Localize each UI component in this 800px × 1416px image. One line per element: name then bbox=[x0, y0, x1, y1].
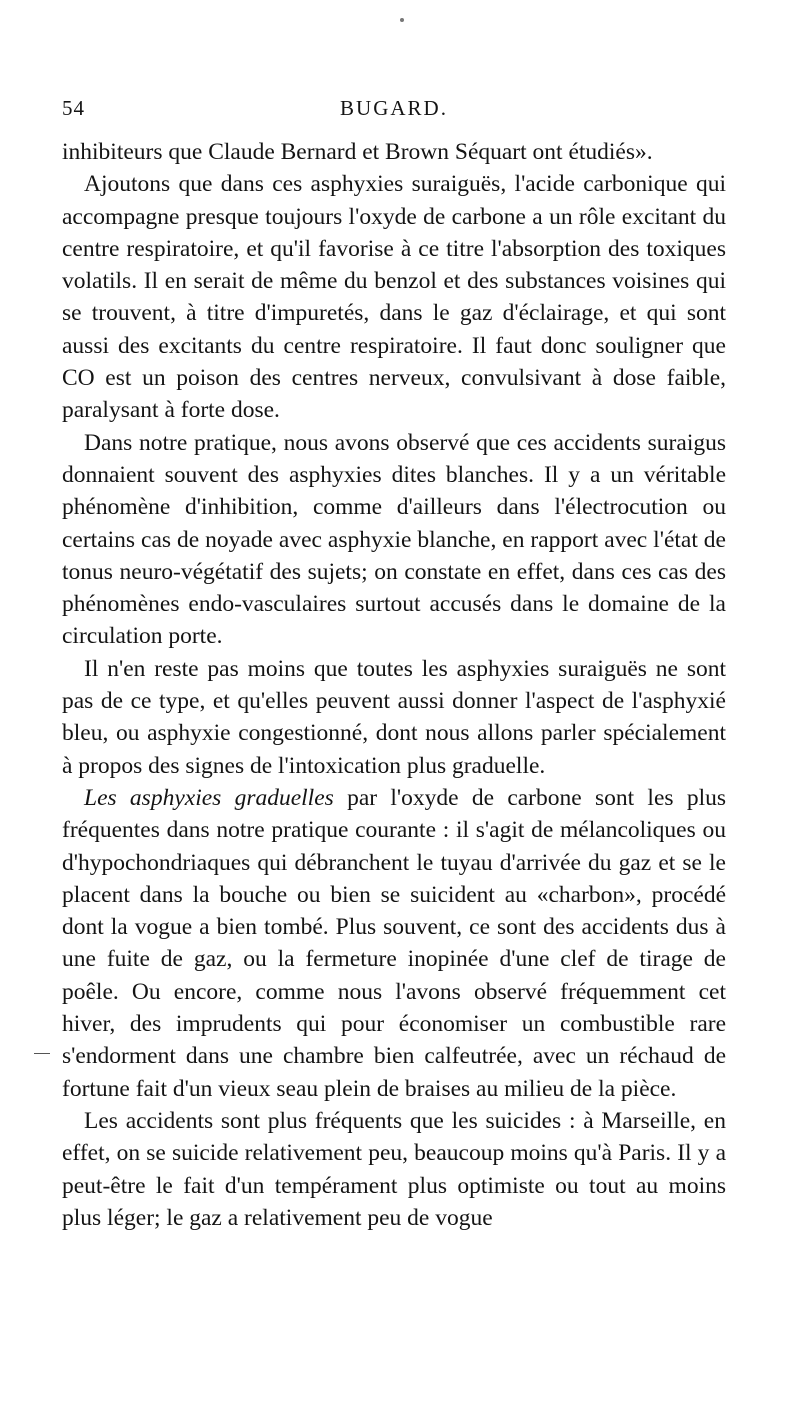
paper-speck bbox=[400, 18, 404, 22]
paragraph-3 bbox=[62, 427, 726, 653]
paragraph-4 bbox=[62, 653, 726, 782]
paragraph-6-text: Les accidents sont plus fréquents que les suicides : à Marseille, en effet, on se suicide relativement peu, beaucoup moins qu'à Paris. Il y a peut-être le fait d'un tempérament plus optimiste ou tout au moins plus léger; le gaz a relativement peu de vogue bbox=[62, 1107, 726, 1231]
running-head bbox=[62, 96, 726, 136]
paragraph-2-text: Ajoutons que dans ces asphyxies suraiguës, l'acide carbonique qui accompagne presque toujours l'oxyde de carbone a un rôle excitant du centre respiratoire, et qu'il favorise à ce titre l'absorption des toxiques volatils. Il en serait de même du benzol et des substances voisines qui se trouvent, à titre d'impuretés, dans le gaz d'éclairage, et qui sont aussi des excitants du centre respiratoire. Il faut donc souligner que CO est un poison des centres nerveux, convulsivant à dose faible, paralysant à forte dose. bbox=[62, 171, 726, 424]
paragraph-2 bbox=[62, 168, 726, 426]
body-text bbox=[62, 136, 726, 1234]
paragraph-1 bbox=[62, 136, 726, 168]
paragraph-5-italic-lead: Les asphyxies graduelles bbox=[84, 784, 334, 811]
paragraph-1-text: inhibiteurs que Claude Bernard et Brown Séquart ont étudiés». bbox=[62, 139, 653, 165]
paragraph-3-text: Dans notre pratique, nous avons observé que ces accidents suraigus donnaient souvent des asphyxies dites blanches. Il y a un véritable phénomène d'inhibition, comme d'ailleurs dans l'électrocution ou certains cas de noyade avec asphyxie blanche, en rapport avec l'état de tonus neuro-végétatif des sujets; on constate en effet, dans ces cas des phénomènes endo-vasculaires surtout accusés dans le domaine de la circulation porte. bbox=[62, 429, 726, 650]
paragraph-5 bbox=[62, 782, 726, 1105]
paragraph-6 bbox=[62, 1105, 726, 1234]
page-number: 54 bbox=[62, 96, 85, 120]
running-title: BUGARD. bbox=[340, 96, 448, 120]
paragraph-4-text: Il n'en reste pas moins que toutes les asphyxies suraiguës ne sont pas de ce type, et qu'elles peuvent aussi donner l'aspect de l'asphyxié bleu, ou asphyxie congestionné, dont nous allons parler spécialement à propos des signes de l'intoxication plus graduelle. bbox=[62, 655, 726, 779]
margin-mark bbox=[34, 1053, 50, 1054]
book-page bbox=[62, 96, 726, 1234]
paragraph-5-text: par l'oxyde de carbone sont les plus fréquentes dans notre pratique courante : il s'agit de mélancoliques ou d'hypochondriaques qui débranchent le tuyau d'arrivée du gaz et se le placent dans la bouche ou bien se suicident au «charbon», procédé dont la vogue a bien tombé. Plus souvent, ce sont des accidents dus à une fuite de gaz, ou la fermeture inopinée d'une clef de tirage de poêle. Ou encore, comme nous l'avons observé fréquemment cet hiver, des imprudents qui pour économiser un combustible rare s'endorment dans une chambre bien calfeutrée, avec un réchaud de fortune fait d'un vieux seau plein de braises au milieu de la pièce. bbox=[62, 784, 727, 1102]
